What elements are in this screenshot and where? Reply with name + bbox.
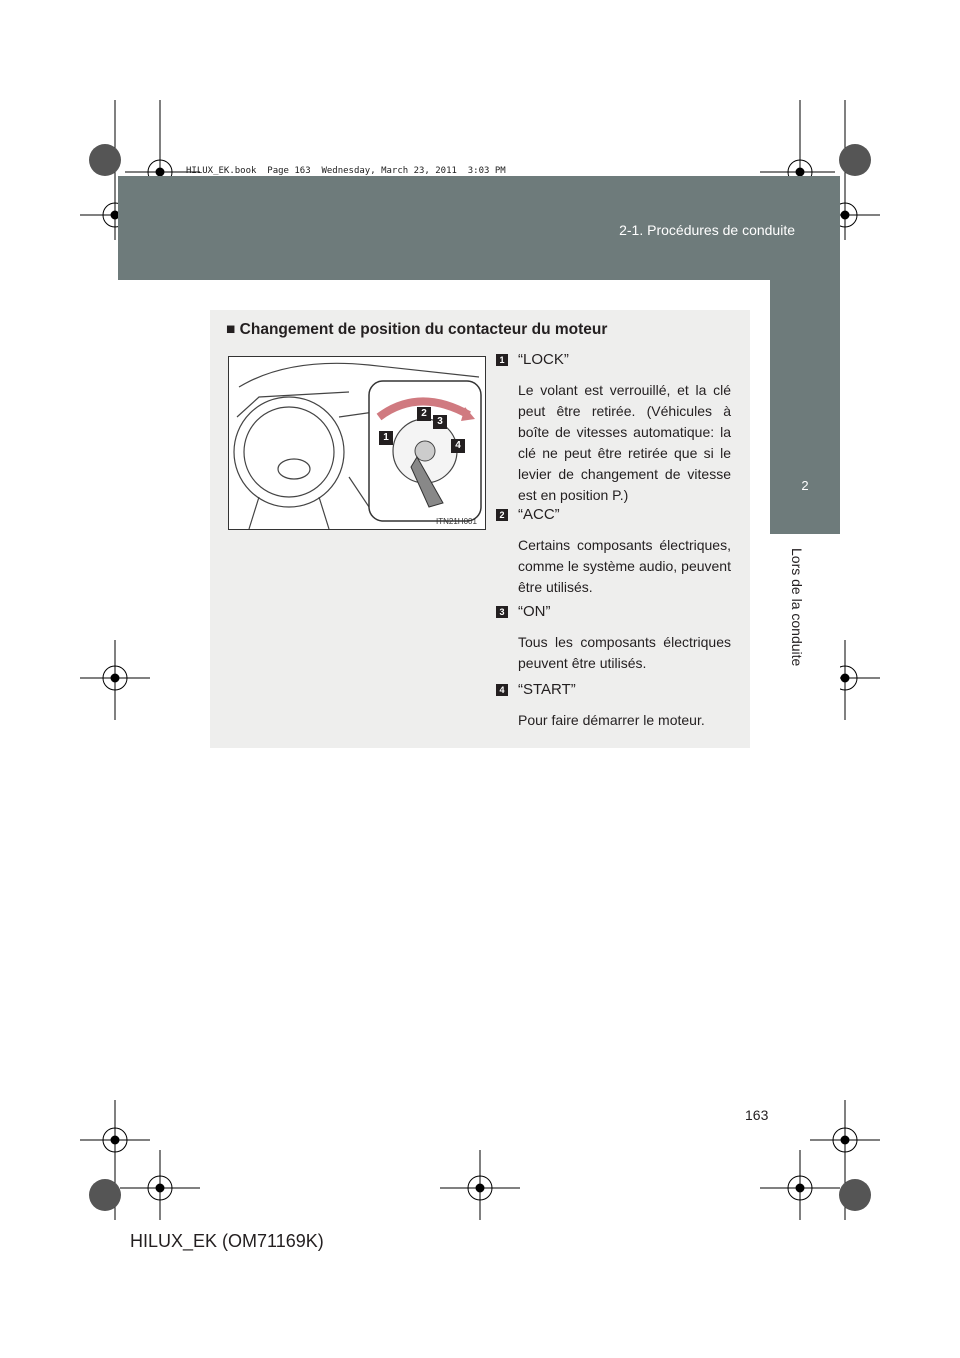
marker-3: 3 [496, 606, 508, 618]
callout-2: 2 [417, 407, 431, 421]
marker-1: 1 [496, 354, 508, 366]
file-stamp: HILUX_EK.book Page 163 Wednesday, March 23, 2011 3:03 PM [186, 166, 506, 176]
item-on [496, 602, 731, 674]
item-acc [496, 505, 731, 598]
chapter-label: Lors de la conduite [789, 548, 805, 667]
item-description: Le volant est verrouillé, et la clé peut être retirée. (Véhicules à boîte de vitesses automatique: la clé ne peut être retirée que si le levier de changement de vitesse est en position P.) [518, 382, 731, 503]
item-title: “ACC” [518, 506, 560, 523]
figure-code: ITN21H001 [436, 517, 477, 526]
section-title: 2-1. Procédures de conduite [619, 222, 795, 238]
ignition-switch-illustration [228, 356, 486, 530]
page-number: 163 [745, 1107, 769, 1123]
callout-1: 1 [379, 431, 393, 445]
dashboard-drawing [229, 357, 485, 529]
document-code: HILUX_EK (OM71169K) [130, 1231, 324, 1251]
item-description: Pour faire démarrer le moteur. [518, 712, 705, 728]
item-title: “ON” [518, 603, 551, 620]
section-heading: ■ Changement de position du contacteur du moteur [226, 321, 608, 338]
item-description: Tous les composants électriques peuvent être utilisés. [518, 634, 731, 671]
item-description: Certains composants électriques, comme le système audio, peuvent être utilisés. [518, 537, 731, 595]
item-title: “LOCK” [518, 351, 569, 368]
chapter-number: 2 [770, 280, 840, 534]
callout-3: 3 [433, 415, 447, 429]
marker-2: 2 [496, 509, 508, 521]
callout-4: 4 [451, 439, 465, 453]
item-start [496, 680, 731, 731]
item-lock [496, 350, 731, 506]
item-title: “START” [518, 681, 576, 698]
marker-4: 4 [496, 684, 508, 696]
